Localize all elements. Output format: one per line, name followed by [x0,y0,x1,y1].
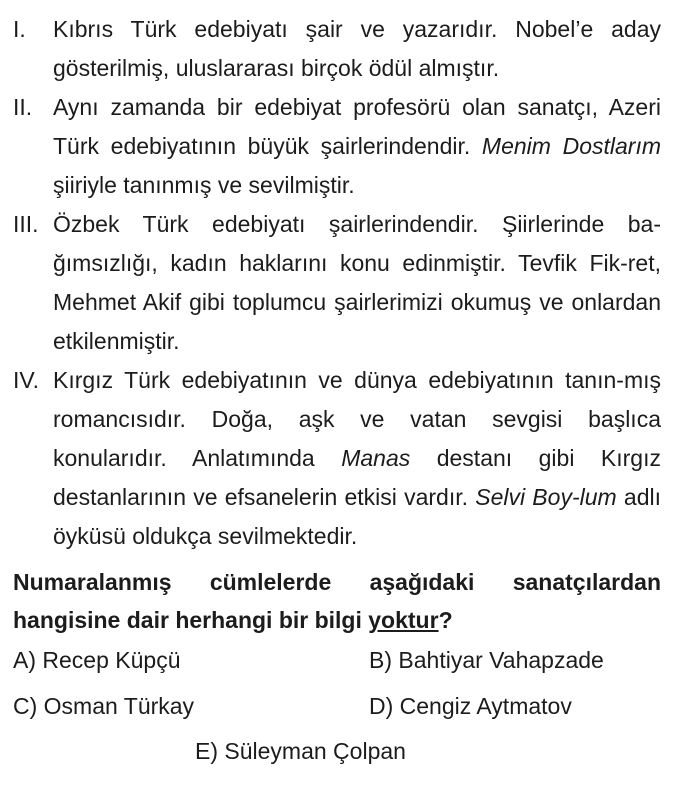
statement-2 [13,88,661,205]
statement-number: II. [13,94,33,120]
work-title: Selvi Boy-lum [475,484,617,510]
work-title: Manas [341,445,411,471]
statement-text [53,88,661,205]
statement-text [53,361,661,556]
question-mark: ? [438,607,453,633]
statement-text-part: adlı öyküsü oldukça sevilmektedir. [53,484,661,549]
statement-text [53,10,661,88]
statement-text-part: Özbek Türk edebiyatı şairlerindendir. Şiirlerinde ba-ğımsızlığı, kadın haklarını konu edinmiştir. Tevfik Fik-ret, Mehmet Akif gibi toplumcu şairlerimizi okumuş ve onlardan etkilenmiştir. [53,211,661,354]
statement-number: IV. [13,367,40,393]
statement-text [53,205,661,361]
statement-number: III. [13,211,39,237]
option-c[interactable]: C) Osman Türkay [13,693,195,719]
option-a[interactable]: A) Recep Küpçü [13,647,181,673]
question-emphasis: yoktur [368,607,439,633]
question-stem [13,563,661,639]
answer-options [13,647,661,787]
option-e[interactable]: E) Süleyman Çolpan [195,738,406,764]
statement-3 [13,205,661,361]
statement-text-part: Kırgız Türk edebiyatının ve dünya edebiyatının tanın-mış romancısıdır. Doğa, aşk ve vatan sevgisi başlıca konularıdır. Anlatımında [53,367,661,471]
statement-4 [13,361,661,556]
statement-text-part: destanı gibi Kırgız destanlarının ve efsanelerin etkisi vardır. [53,445,661,510]
question-page [13,10,661,787]
statement-text-part: Kıbrıs Türk edebiyatı şair ve yazarıdır. Nobel’e aday gösterilmiş, uluslararası birçok ödül almıştır. [53,16,661,81]
statement-text-part: şiiriyle tanınmış ve sevilmiştir. [53,172,355,198]
statement-number: I. [13,16,26,42]
question-text: Numaralanmış cümlelerde aşağıdaki sanatçılardan hangisine dair herhangi bir bilgi [13,569,661,633]
option-d[interactable]: D) Cengiz Aytmatov [369,693,572,719]
statement-1 [13,10,661,88]
work-title: Menim Dostlarım [481,133,661,159]
statement-text-part: Aynı zamanda bir edebiyat profesörü olan sanatçı, Azeri Türk edebiyatının büyük şairlerindendir. [53,94,661,159]
option-b[interactable]: B) Bahtiyar Vahapzade [369,647,604,673]
